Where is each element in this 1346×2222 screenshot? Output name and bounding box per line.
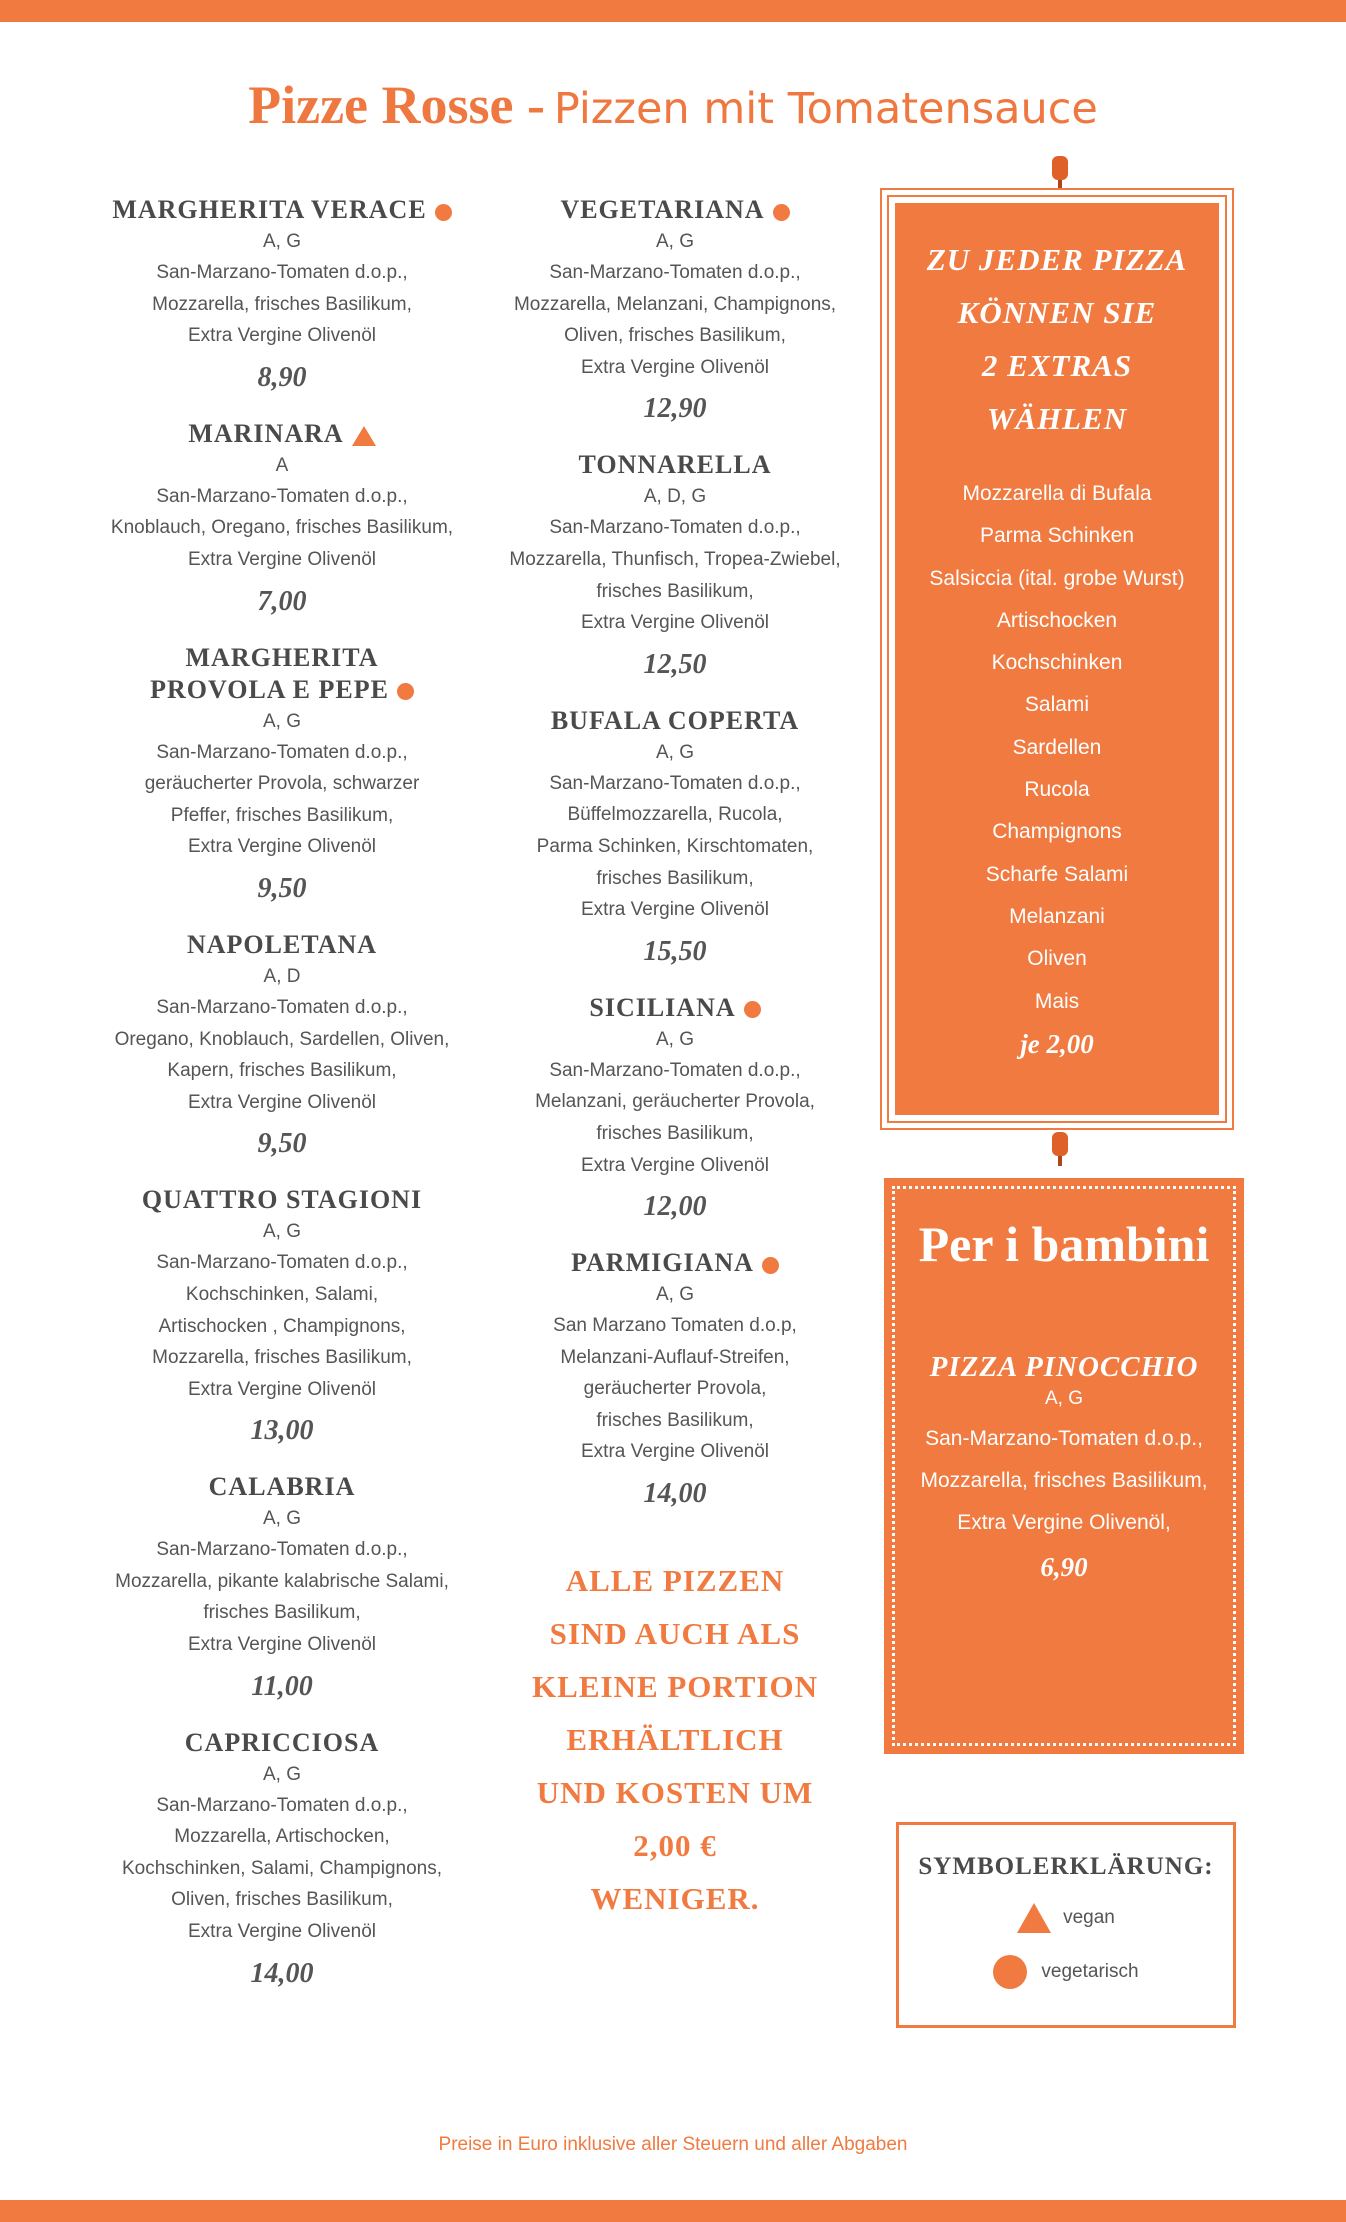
extras-item: Champignons [992,820,1122,844]
menu-item [90,194,474,396]
extras-item: Rucola [1024,778,1090,802]
vegan-triangle-icon [352,426,376,446]
pizza-description: San-Marzano-Tomaten d.o.p., Mozzarella, Artischocken, Kochschinken, Salami, Champignons, Oliven, frisches Basilikum, Extra Vergine Olivenöl [121,1794,442,1943]
pizza-description: San-Marzano-Tomaten d.o.p., Knoblauch, Oregano, frisches Basilikum, Extra Vergine Olivenöl [110,485,454,570]
pizza-name-text: NAPOLETANA [186,929,378,959]
vegetarian-dot-icon [744,1001,761,1018]
middle-menu-column [500,194,850,1925]
page-title-main: Pizze Rosse - [248,75,545,135]
pizza-description: San-Marzano-Tomaten d.o.p., Kochschinken, Salami, Artischocken , Champignons, Mozzarella, frisches Basilikum, Extra Vergine Olivenöl [152,1252,412,1400]
pizza-allergens: A, G [655,1284,694,1306]
menu-item [500,705,850,970]
vegetarian-dot-icon [435,204,452,221]
pizza-name [90,1471,474,1503]
pizza-price: 12,50 [643,648,707,680]
pizza-name [90,194,474,226]
pizza-price: 12,00 [643,1191,707,1223]
pizza-allergens: A, G [262,1221,301,1243]
kids-menu-panel [884,1178,1244,1754]
pizza-allergens: A [275,454,289,476]
pizza-description: San Marzano Tomaten d.o.p, Melanzani-Auflauf-Streifen, geräucherter Provola, frisches Basilikum, Extra Vergine Olivenöl [553,1315,797,1463]
pushpin-icon [1052,1132,1068,1166]
pizza-name-text: CAPRICCIOSA [184,1727,380,1757]
kids-pizza-price: 6,90 [1040,1552,1088,1582]
legend-title: SYMBOLERKLÄRUNG: [918,1853,1214,1880]
pizza-name-text: CALABRIA [208,1472,356,1502]
pizza-name-text: PARMIGIANA [571,1248,754,1278]
extras-item: Mozzarella di Bufala [962,482,1152,505]
pizza-description: San-Marzano-Tomaten d.o.p., geräucherter Provola, schwarzer Pfeffer, frisches Basilikum, Extra Vergine Olivenöl [144,741,420,858]
pizza-price: 9,50 [257,1128,307,1160]
extras-box [895,203,1219,1115]
vegan-triangle-icon [1017,1903,1051,1933]
pizza-description: San-Marzano-Tomaten d.o.p., Melanzani, geräucherter Provola, frisches Basilikum, Extra Vergine Olivenöl [535,1059,815,1176]
pizza-price: 14,00 [250,1957,314,1989]
pizza-name [500,1247,850,1279]
pizza-name-text: MARGHERITA VERACE [112,195,427,224]
pizza-description: San-Marzano-Tomaten d.o.p., Mozzarella, pikante kalabrische Salami, frisches Basilikum, Extra Vergine Olivenöl [115,1539,449,1656]
menu-item [90,1471,474,1704]
pizza-name [500,992,850,1024]
menu-item [90,642,474,907]
page-title [0,74,1346,136]
extras-list [895,473,1219,1023]
menu-item [90,1184,474,1449]
legend-vegan-label: vegan [1063,1907,1115,1928]
extras-item: Kochschinken [991,651,1123,675]
vegetarian-dot-icon [993,1955,1027,1989]
pizza-allergens: A, G [262,1763,301,1785]
pizza-name [90,642,474,706]
pizza-name-text: QUATTRO STAGIONI [141,1185,423,1215]
pizza-name [500,705,850,737]
extras-item: Mais [1034,989,1080,1013]
extras-item: Sardellen [1012,735,1102,759]
pushpin-icon [1052,156,1068,190]
footer-note: Preise in Euro inklusive aller Steuern und aller Abgaben [438,2134,908,2155]
pizza-allergens: A, G [262,1508,301,1530]
top-accent-bar [0,0,1346,22]
legend-vegetarian-label: vegetarisch [1041,1961,1139,1982]
pizza-price: 14,00 [643,1478,707,1510]
pizza-name-text: VEGETARIANA [560,195,765,224]
pizza-price: 7,00 [257,585,307,617]
extras-title: ZU JEDER PIZZA KÖNNEN SIE 2 EXTRAS WÄHLEN [926,242,1188,436]
legend-row-vegan [899,1903,1233,1933]
extras-item: Parma Schinken [979,524,1135,548]
pizza-price: 12,90 [643,393,707,425]
pizza-price: 11,00 [251,1670,313,1702]
extras-item: Oliven [1027,947,1087,971]
menu-item [90,929,474,1162]
menu-item [500,1247,850,1512]
menu-item [90,1727,474,1992]
kids-pizza-description: San-Marzano-Tomaten d.o.p., Mozzarella, frisches Basilikum, Extra Vergine Olivenöl, [920,1427,1208,1534]
extras-item: Salsiccia (ital. grobe Wurst) [929,566,1185,590]
pizza-name-text: TONNARELLA [578,450,772,480]
pizza-allergens: A, G [655,231,694,252]
legend-row-vegetarian [899,1955,1233,1989]
pizza-name-text: MARGHERITA PROVOLA E PEPE [150,642,389,704]
menu-item [500,194,850,427]
left-menu-column [90,194,474,2014]
pizza-allergens: A, D [263,965,301,987]
extras-panel-inner-border [887,195,1227,1123]
menu-item [500,449,850,682]
pizza-name [500,449,850,481]
pizza-allergens: A, G [655,741,694,763]
pizza-name-text: MARINARA [188,418,344,448]
pizza-allergens: A, D, G [643,486,707,508]
pizza-name-text: BUFALA COPERTA [550,705,800,735]
page-title-sub: Pizzen mit Tomatensauce [553,84,1098,134]
pizza-allergens: A, G [655,1028,694,1050]
symbol-legend [896,1822,1236,2028]
pizza-price: 8,90 [257,361,307,393]
pizza-description: San-Marzano-Tomaten d.o.p., Mozzarella, Melanzani, Champignons, Oliven, frisches Basilikum, Extra Vergine Olivenöl [513,262,837,378]
pizza-price: 15,50 [643,935,707,967]
vegetarian-dot-icon [762,1257,779,1274]
extras-item: Melanzani [1009,904,1105,928]
pizza-description: San-Marzano-Tomaten d.o.p., Mozzarella, Thunfisch, Tropea-Zwiebel, frisches Basilikum, Extra Vergine Olivenöl [509,517,841,634]
menu-item [90,418,474,620]
pizza-allergens: A, G [262,710,301,732]
pizza-allergens: A, G [262,231,301,252]
pizza-name [90,929,474,961]
extras-price: je 2,00 [1020,1028,1094,1059]
pizza-name [90,1184,474,1216]
menu-item [500,992,850,1225]
pizza-name-text: SICILIANA [589,992,736,1022]
pizza-description: San-Marzano-Tomaten d.o.p., Oregano, Knoblauch, Sardellen, Oliven, Kapern, frisches Basilikum, Extra Vergine Olivenöl [114,996,450,1113]
vegetarian-dot-icon [397,683,414,700]
pizza-price: 13,00 [250,1415,314,1447]
middle-pizza-list [500,194,850,1512]
pizza-name [90,418,474,450]
pizza-description: San-Marzano-Tomaten d.o.p., Mozzarella, frisches Basilikum, Extra Vergine Olivenöl [152,262,412,347]
pizza-description: San-Marzano-Tomaten d.o.p., Büffelmozzarella, Rucola, Parma Schinken, Kirschtomaten, frisches Basilikum, Extra Vergine Olivenöl [536,772,814,921]
pizza-name [90,1727,474,1759]
pizza-price: 9,50 [257,872,307,904]
bottom-accent-bar [0,2200,1346,2222]
kids-title: Per i bambini [918,1216,1210,1272]
extras-item: Artischocken [996,608,1118,632]
extras-panel [880,188,1234,1130]
extras-item: Scharfe Salami [985,862,1129,886]
small-portion-note: ALLE PIZZEN SIND AUCH ALS KLEINE PORTION ERHÄLTLICH UND KOSTEN UM 2,00 € WENIGER. [532,1563,818,1917]
kids-pizza-name: PIZZA PINOCCHIO [929,1351,1199,1383]
kids-pizza-allergens: A, G [1044,1388,1083,1409]
vegetarian-dot-icon [773,204,790,221]
pizza-name [500,194,850,226]
extras-item: Salami [1024,693,1090,717]
